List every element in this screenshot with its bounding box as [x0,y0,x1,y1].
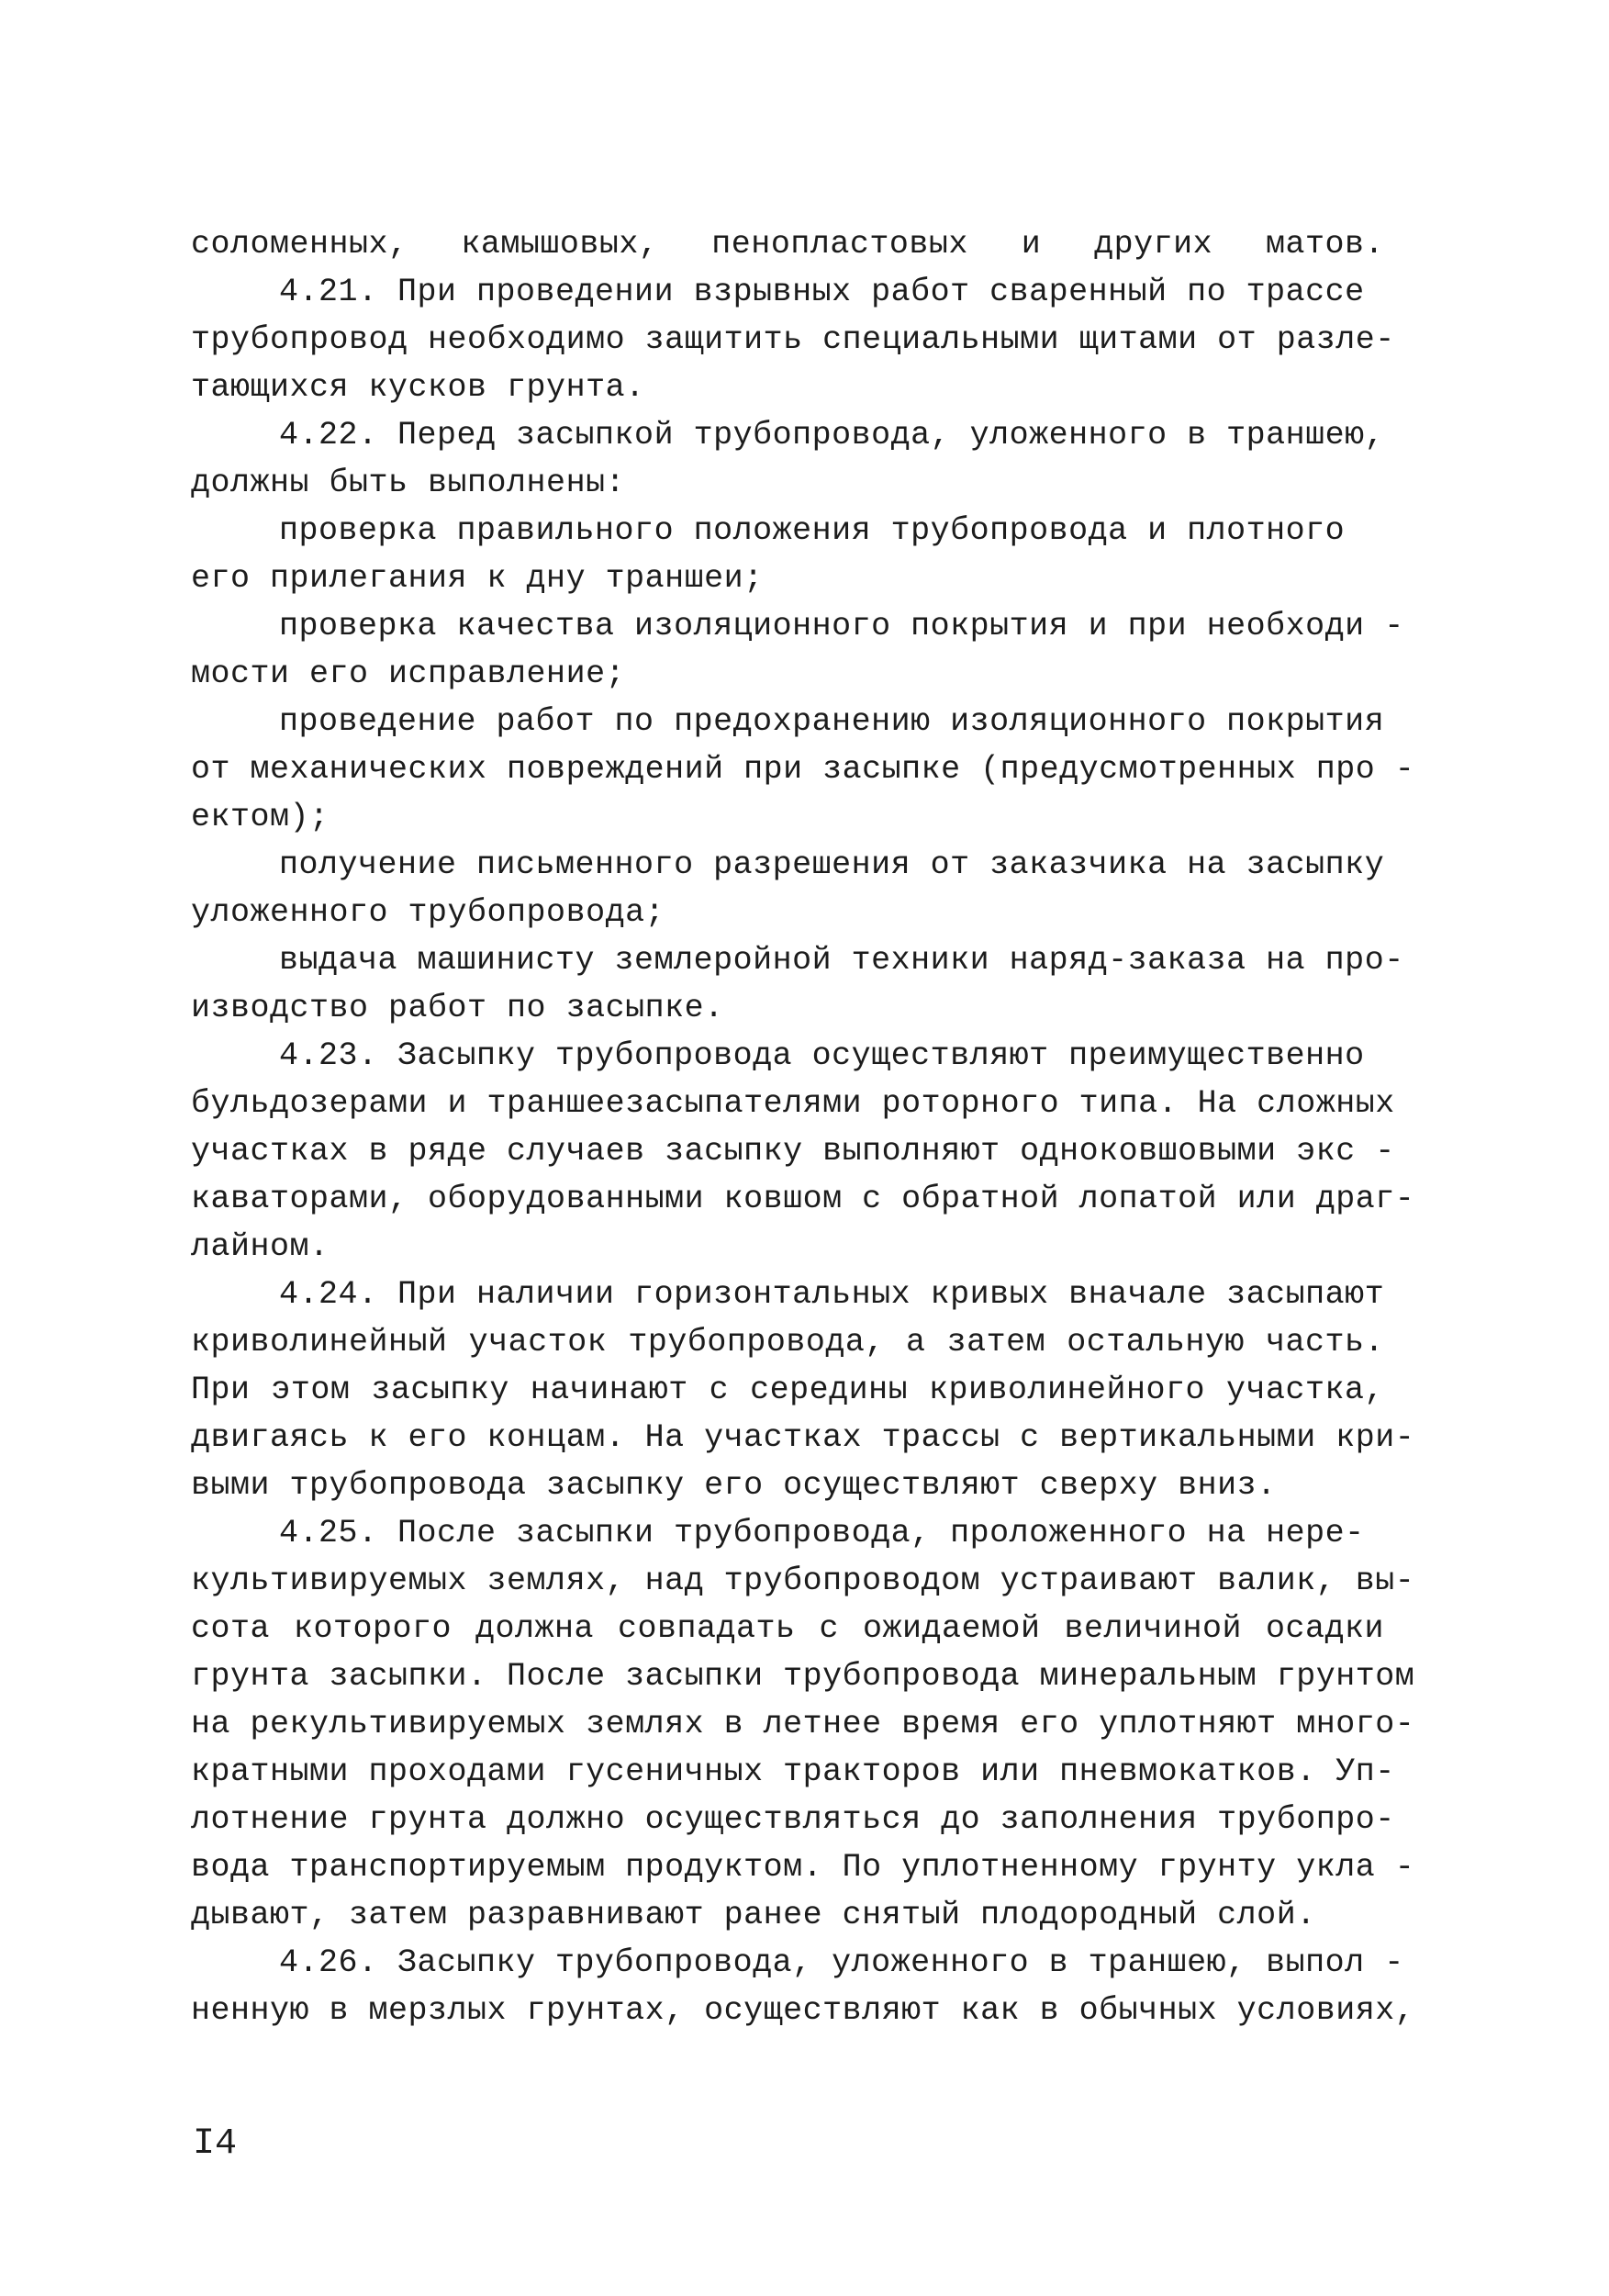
text-line: участках в ряде случаев засыпку выполняют одноковшовыми экс - [191,1133,1395,1170]
text-line: криволинейный участок трубопровода, а затем остальную часть. [191,1324,1384,1361]
body-text [191,220,1415,2034]
text-line: При этом засыпку начинают с середины криволинейного участка, [191,1372,1384,1408]
text-line: его прилегания к дну траншеи; [191,560,764,597]
text-line: грунта засыпки. После засыпки трубопровода минеральным грунтом [191,1658,1415,1695]
text-line: выми трубопровода засыпку его осуществляют сверху вниз. [191,1467,1277,1504]
text-line: трубопровод необходимо защитить специальными щитами от разле- [191,321,1395,358]
text-line: от механических повреждений при засыпке (предусмотренных про - [191,751,1415,788]
text-line: получение письменного разрешения от заказчика на засыпку [279,846,1385,883]
text-line: лайном. [191,1228,330,1265]
text-line: сота которого должна совпадать с ожидаемой величиной осадки [191,1610,1384,1647]
text-line: культивируемых землях, над трубопроводом устраивают валик, вы- [191,1562,1415,1599]
text-line: соломенных, камышовых, пенопластовых и других матов. [191,226,1384,263]
text-line: двигаясь к его концам. На участках трассы с вертикальными кри- [191,1419,1415,1456]
text-line: лотнение грунта должно осуществляться до заполнения трубопро- [191,1801,1395,1838]
text-line: 4.26. Засыпку трубопровода, уложенного в траншею, выпол - [279,1944,1404,1981]
text-line: должны быть выполнены: [191,465,626,501]
text-line: на рекультивируемых землях в летнее время его уплотняют много- [191,1706,1415,1742]
text-line: 4.24. При наличии горизонтальных кривых вначале засыпают [279,1276,1385,1313]
text-line: 4.25. После засыпки трубопровода, проложенного на нере- [279,1515,1365,1551]
text-line: кратными проходами гусеничных тракторов или пневмокатков. Уп- [191,1753,1395,1790]
text-line: ненную в мерзлых грунтах, осуществляют как в обычных условиях, [191,1992,1415,2029]
text-line: проверка качества изоляционного покрытия и при необходи - [279,608,1404,644]
text-line: выдача машинисту землеройной техники наряд-заказа на про- [279,942,1404,979]
page-number: I4 [193,2123,238,2165]
text-line: 4.21. При проведении взрывных работ сваренный по трассе [279,274,1365,310]
text-line: 4.23. Засыпку трубопровода осуществляют преимущественно [279,1037,1365,1074]
text-line: вода транспортируемым продуктом. По уплотненному грунту укла - [191,1849,1415,1886]
text-line: проведение работ по предохранению изоляционного покрытия [279,703,1385,740]
text-line: 4.22. Перед засыпкой трубопровода, уложенного в траншею, [279,417,1385,454]
text-line: проверка правильного положения трубопровода и плотного [279,512,1346,549]
text-line: ектом); [191,799,330,835]
text-line: каваторами, оборудованными ковшом с обратной лопатой или драг- [191,1181,1415,1217]
text-line: изводство работ по засыпке. [191,990,724,1026]
text-line: уложенного трубопровода; [191,894,665,931]
text-line: мости его исправление; [191,655,626,692]
text-line: тающихся кусков грунта. [191,369,645,406]
text-line: бульдозерами и траншеезасыпателями роторного типа. На сложных [191,1085,1395,1122]
text-line: дывают, затем разравнивают ранее снятый плодородный слой. [191,1897,1316,1933]
